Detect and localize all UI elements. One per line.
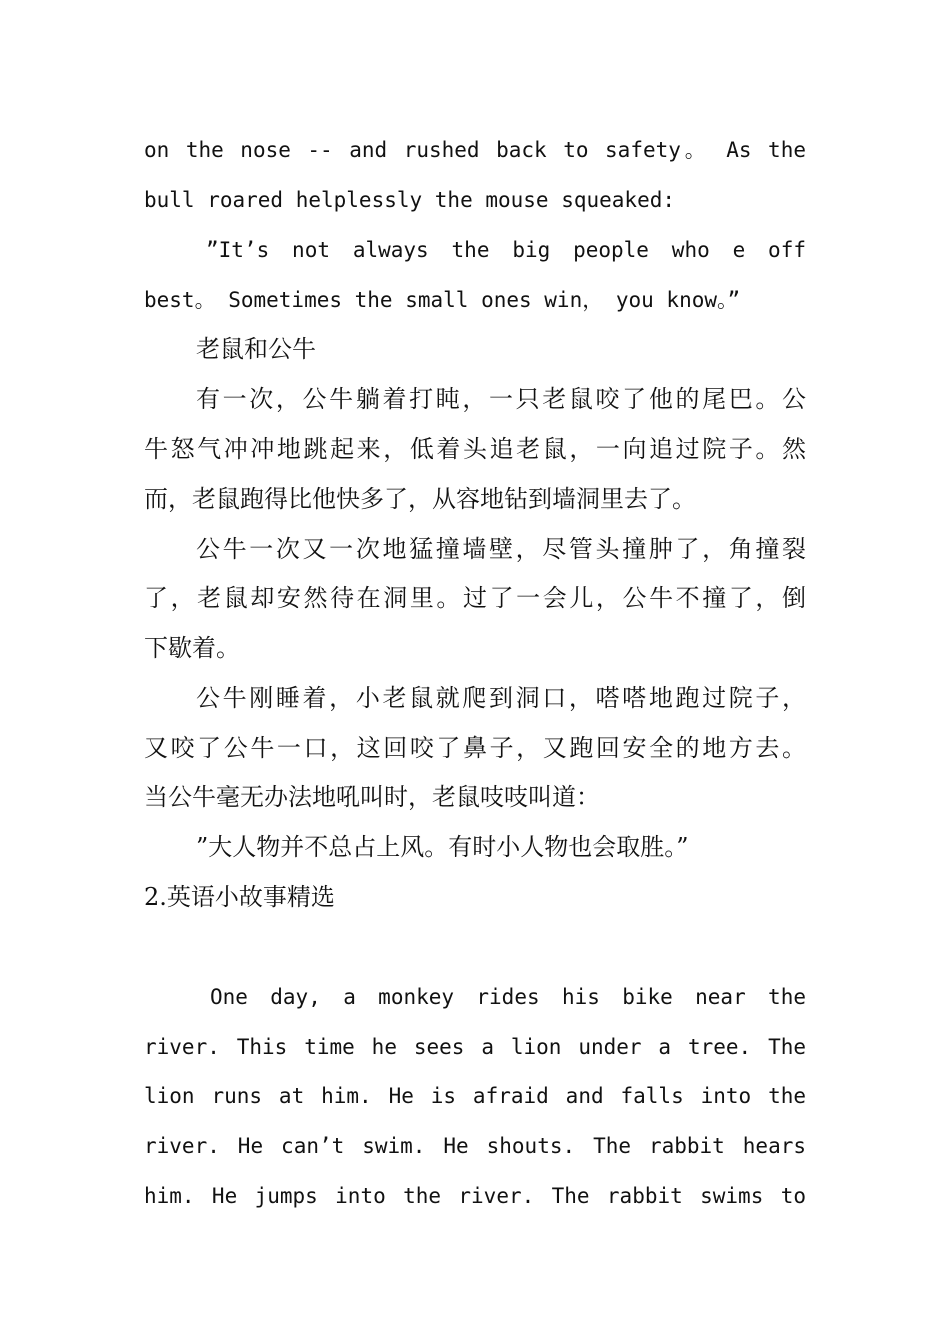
story1-en-quote-line: best。 Sometimes the small ones win， you know。” — [144, 288, 741, 312]
story1-zh-paragraph-line: 有一次，公牛躺着打盹，一只老鼠咬了他的尾巴。公 — [196, 385, 806, 413]
story1-zh-paragraph-line: 又咬了公牛一口，这回咬了鼻子，又跑回安全的地方去。 — [144, 734, 806, 762]
story1-zh-paragraph-line: 公牛刚睡着，小老鼠就爬到洞口，嗒嗒地跑过院子， — [196, 684, 806, 712]
story1-zh-paragraph-line: 当公牛毫无办法地吼叫时，老鼠吱吱叫道： — [144, 783, 600, 811]
story2-en-line: river. He can’t swim. He shouts. The rabbit hears — [144, 1134, 806, 1158]
story1-zh-paragraph-line: 了，老鼠却安然待在洞里。过了一会儿，公牛不撞了，倒 — [144, 584, 806, 612]
story1-zh-quote: ”大人物并不总占上风。有时小人物也会取胜。” — [196, 833, 689, 861]
story2-en-line: lion runs at him. He is afraid and falls into the — [144, 1084, 806, 1108]
section-heading: 2.英语小故事精选 — [144, 883, 335, 911]
story1-zh-paragraph-line: 下歇着。 — [144, 634, 240, 662]
story1-en-line: on the nose -- and rushed back to safety。 As the — [144, 138, 806, 162]
story2-en-line: river. This time he sees a lion under a tree. The — [144, 1035, 806, 1059]
story1-zh-paragraph-line: 而，老鼠跑得比他快多了，从容地钻到墙洞里去了。 — [144, 485, 696, 513]
story1-en-quote-line: ”It’s not always the big people who e off — [206, 238, 806, 262]
story1-zh-paragraph-line: 公牛一次又一次地猛撞墙壁，尽管头撞肿了，角撞裂 — [196, 535, 806, 563]
story1-en-line: bull roared helplessly the mouse squeaked: — [144, 188, 676, 212]
story2-en-line: him. He jumps into the river. The rabbit swims to — [144, 1184, 806, 1208]
story1-zh-paragraph-line: 牛怒气冲冲地跳起来，低着头追老鼠，一向追过院子。然 — [144, 435, 806, 463]
story2-en-line: One day, a monkey rides his bike near the — [210, 985, 806, 1009]
story1-zh-title: 老鼠和公牛 — [196, 335, 316, 363]
